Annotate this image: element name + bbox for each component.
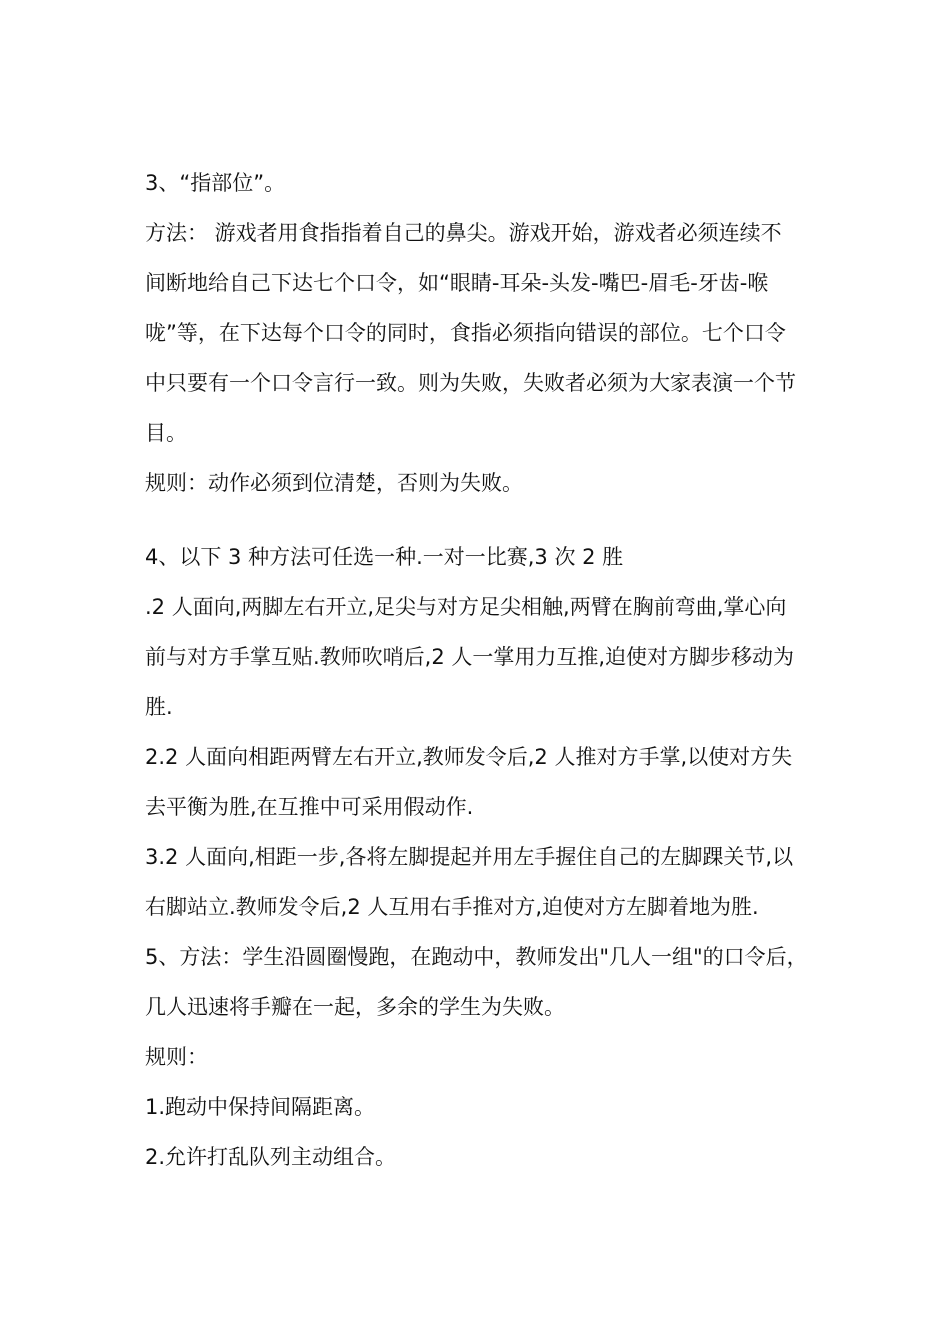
section4-line: 去平衡为胜,在互推中可采用假动作. — [145, 795, 474, 819]
section4-line: 2.2 人面向相距两臂左右开立,教师发令后,2 人推对方手掌,以使对方失 — [145, 745, 793, 769]
section5-line: 5、方法：学生沿圆圈慢跑，在跑动中，教师发出"几人一组"的口令后， — [145, 945, 808, 969]
section4-line: 右脚站立.教师发令后,2 人互用右手推对方,迫使对方左脚着地为胜. — [145, 895, 759, 919]
section3-rule: 规则：动作必须到位清楚，否则为失败。 — [145, 471, 523, 495]
section4-line: .2 人面向,两脚左右开立,足尖与对方足尖相触,两臂在胸前弯曲,掌心向 — [145, 595, 787, 619]
section3-method-line: 中只要有一个口令言行一致。则为失败，失败者必须为大家表演一个节 — [145, 371, 796, 395]
section3-heading: 3、“指部位”。 — [145, 171, 286, 195]
section3-method-line: 目。 — [145, 421, 187, 445]
section3-method-line: 咙”等，在下达每个口令的同时，食指必须指向错误的部位。七个口令 — [145, 321, 786, 345]
section4-line: 胜. — [145, 695, 173, 719]
section3-method-line: 方法： 游戏者用食指指着自己的鼻尖。游戏开始，游戏者必须连续不 — [145, 221, 782, 245]
section4-line: 3.2 人面向,相距一步,各将左脚提起并用左手握住自己的左脚踝关节,以 — [145, 845, 794, 869]
section5-line: 几人迅速将手瓣在一起，多余的学生为失败。 — [145, 995, 565, 1019]
section3-method-line: 间断地给自己下达七个口令，如“眼睛-耳朵-头发-嘴巴-眉毛-牙齿-喉 — [145, 271, 769, 295]
section5-rule-item: 1.跑动中保持间隔距离。 — [145, 1095, 376, 1119]
section5-rules-heading: 规则： — [145, 1045, 208, 1069]
section4-heading: 4、以下 3 种方法可任选一种.一对一比赛,3 次 2 胜 — [145, 545, 624, 569]
section5-rule-item: 2.允许打乱队列主动组合。 — [145, 1145, 397, 1169]
section4-line: 前与对方手掌互贴.教师吹哨后,2 人一掌用力互推,迫使对方脚步移动为 — [145, 645, 795, 669]
